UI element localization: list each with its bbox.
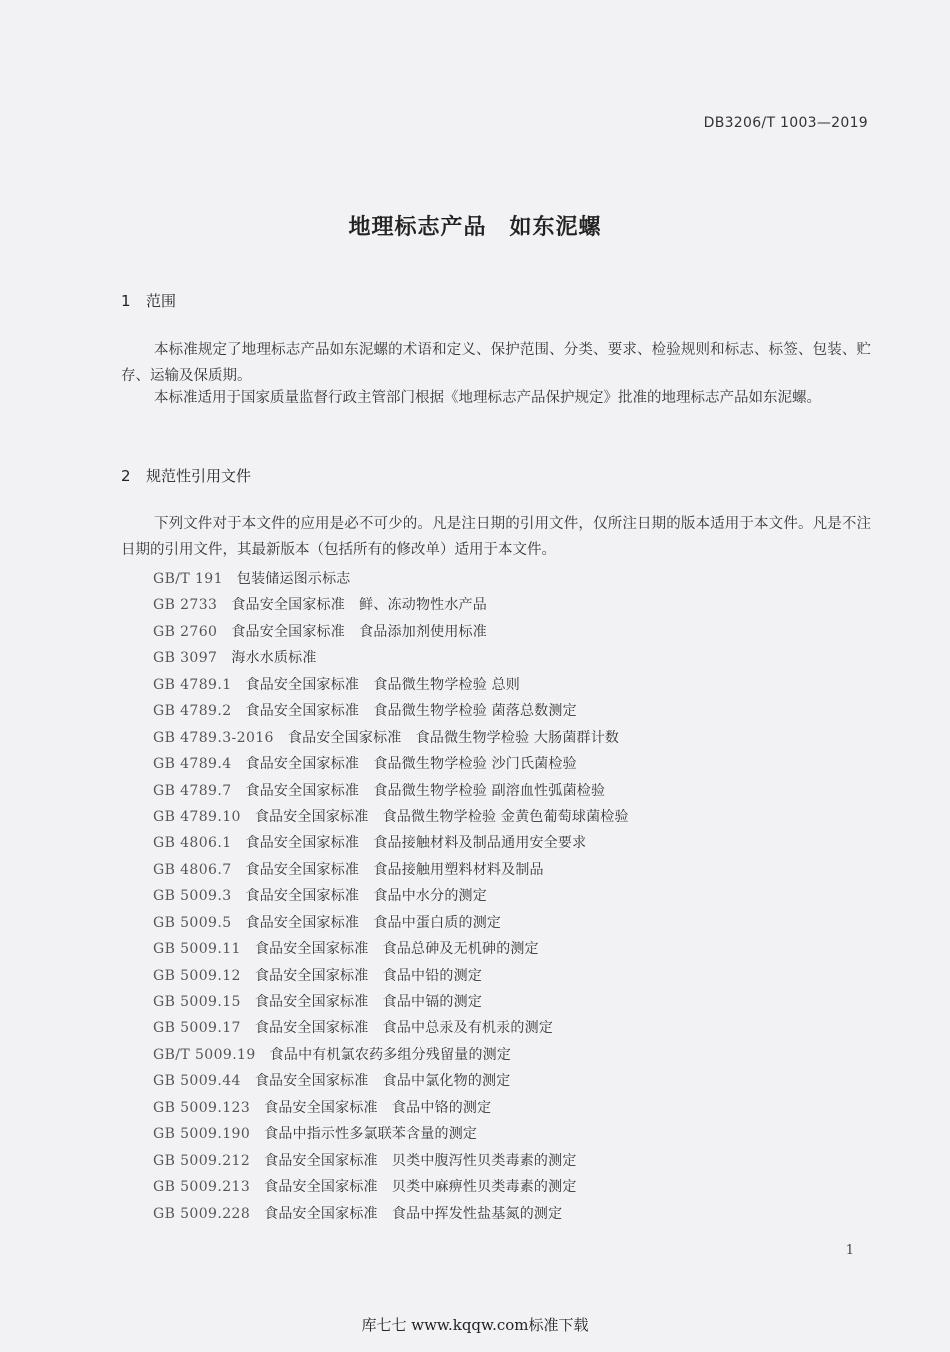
reference-code: GB/T 5009.19 — [153, 1046, 256, 1063]
reference-item — [153, 1015, 629, 1041]
reference-code: GB 5009.12 — [153, 967, 241, 984]
reference-code: GB 2733 — [153, 597, 218, 614]
reference-item — [153, 1201, 629, 1227]
reference-item — [153, 989, 629, 1015]
reference-item — [153, 857, 629, 883]
reference-code: GB 5009.17 — [153, 1020, 241, 1037]
reference-title: 食品安全国家标准 食品接触材料及制品通用安全要求 — [245, 835, 587, 852]
reference-code: GB 3097 — [153, 650, 218, 667]
reference-item — [153, 566, 629, 592]
section-title: 范围 — [146, 292, 177, 310]
reference-code: GB 4789.3-2016 — [153, 729, 274, 746]
reference-item — [153, 725, 629, 751]
document-title: 地理标志产品 如东泥螺 — [348, 215, 602, 240]
reference-title: 食品安全国家标准 食品接触用塑料材料及制品 — [245, 861, 544, 878]
reference-title: 食品安全国家标准 贝类中麻痹性贝类毒素的测定 — [264, 1179, 577, 1196]
reference-item — [153, 619, 629, 645]
section-number: 2 — [121, 467, 131, 485]
reference-code: GB 4789.4 — [153, 756, 232, 773]
reference-title: 食品安全国家标准 食品微生物学检验 副溶血性弧菌检验 — [245, 782, 606, 799]
section-heading-scope — [121, 290, 176, 311]
reference-item — [153, 830, 629, 856]
reference-title: 食品安全国家标准 食品中镉的测定 — [254, 994, 483, 1010]
reference-title: 食品安全国家标准 贝类中腹泻性贝类毒素的测定 — [264, 1152, 577, 1169]
reference-item — [153, 592, 629, 618]
reference-title: 海水水质标准 — [231, 650, 317, 667]
reference-item — [153, 883, 629, 909]
document-code: DB3206/T 1003—2019 — [703, 115, 868, 131]
reference-title: 食品安全国家标准 鲜、冻动物性水产品 — [231, 597, 487, 614]
reference-code: GB 4789.10 — [153, 808, 241, 825]
reference-item — [153, 1068, 629, 1094]
reference-title: 食品安全国家标准 食品总砷及无机砷的测定 — [254, 941, 539, 958]
scope-paragraph-1: 本标准规定了地理标志产品如东泥螺的术语和定义、保护范围、分类、要求、检验规则和标志、标签、包装、贮存、运输及保质期。 — [121, 342, 871, 384]
reference-title: 食品安全国家标准 食品微生物学检验 沙门氏菌检验 — [245, 756, 577, 773]
reference-code: GB 4806.7 — [153, 861, 232, 878]
reference-title: 食品安全国家标准 食品中水分的测定 — [245, 888, 487, 905]
reference-title: 食品安全国家标准 食品微生物学检验 大肠菌群计数 — [287, 729, 620, 746]
reference-code: GB 4789.1 — [153, 676, 232, 693]
reference-item — [153, 698, 629, 724]
reference-item — [153, 645, 629, 671]
scope-paragraph-2: 本标准适用于国家质量监督行政主管部门根据《地理标志产品保护规定》批准的地理标志产品如东泥螺。 — [154, 390, 821, 406]
footer-watermark-link[interactable]: 库七七 www.kqqw.com标准下载 — [361, 1316, 589, 1334]
reference-item — [153, 910, 629, 936]
references-intro-paragraph: 下列文件对于本文件的应用是必不可少的。凡是注日期的引用文件，仅所注日期的版本适用于本文件。凡是不注日期的引用文件，其最新版本（包括所有的修改单）适用于本文件。 — [121, 516, 871, 558]
reference-code: GB 5009.11 — [153, 941, 241, 958]
reference-code: GB 4789.7 — [153, 782, 232, 799]
reference-title: 食品安全国家标准 食品中铅的测定 — [254, 967, 483, 984]
reference-code: GB 4806.1 — [153, 835, 232, 852]
reference-title: 食品安全国家标准 食品中氯化物的测定 — [254, 1073, 511, 1090]
reference-title: 食品安全国家标准 食品微生物学检验 菌落总数测定 — [245, 703, 577, 720]
reference-code: GB 5009.228 — [153, 1205, 251, 1222]
reference-title: 食品安全国家标准 食品中铬的测定 — [264, 1099, 492, 1116]
section-heading-normative-references — [121, 465, 251, 486]
reference-item — [153, 1148, 629, 1174]
reference-code: GB/T 191 — [153, 571, 223, 587]
reference-item — [153, 936, 629, 962]
reference-title: 包装储运图示标志 — [236, 571, 351, 587]
reference-code: GB 5009.3 — [153, 888, 232, 905]
reference-item — [153, 963, 629, 989]
reference-code: GB 5009.15 — [153, 994, 241, 1010]
reference-code: GB 2760 — [153, 623, 218, 640]
reference-code: GB 5009.213 — [153, 1179, 251, 1196]
reference-item — [153, 672, 629, 698]
reference-list — [153, 566, 629, 1227]
section-number: 1 — [121, 292, 131, 310]
reference-title: 食品安全国家标准 食品微生物学检验 总则 — [245, 676, 520, 693]
reference-item — [153, 778, 629, 804]
reference-item — [153, 1174, 629, 1200]
reference-item — [153, 1095, 629, 1121]
reference-item — [153, 1121, 629, 1147]
reference-title: 食品安全国家标准 食品微生物学检验 金黄色葡萄球菌检验 — [254, 808, 629, 825]
reference-code: GB 5009.123 — [153, 1099, 251, 1116]
section-title: 规范性引用文件 — [146, 467, 252, 485]
reference-code: GB 5009.212 — [153, 1152, 251, 1169]
reference-title: 食品安全国家标准 食品中挥发性盐基氮的测定 — [264, 1205, 563, 1222]
reference-code: GB 4789.2 — [153, 703, 232, 720]
reference-code: GB 5009.190 — [153, 1126, 251, 1143]
reference-item — [153, 804, 629, 830]
reference-title: 食品中指示性多氯联苯含量的测定 — [264, 1126, 478, 1143]
reference-code: GB 5009.5 — [153, 914, 232, 931]
reference-item — [153, 1042, 629, 1068]
reference-item — [153, 751, 629, 777]
reference-title: 食品中有机氯农药多组分残留量的测定 — [269, 1046, 512, 1063]
reference-code: GB 5009.44 — [153, 1073, 241, 1090]
reference-title: 食品安全国家标准 食品中蛋白质的测定 — [245, 914, 502, 931]
page-number: 1 — [845, 1243, 854, 1258]
reference-title: 食品安全国家标准 食品添加剂使用标准 — [231, 623, 487, 640]
reference-title: 食品安全国家标准 食品中总汞及有机汞的测定 — [254, 1020, 554, 1037]
